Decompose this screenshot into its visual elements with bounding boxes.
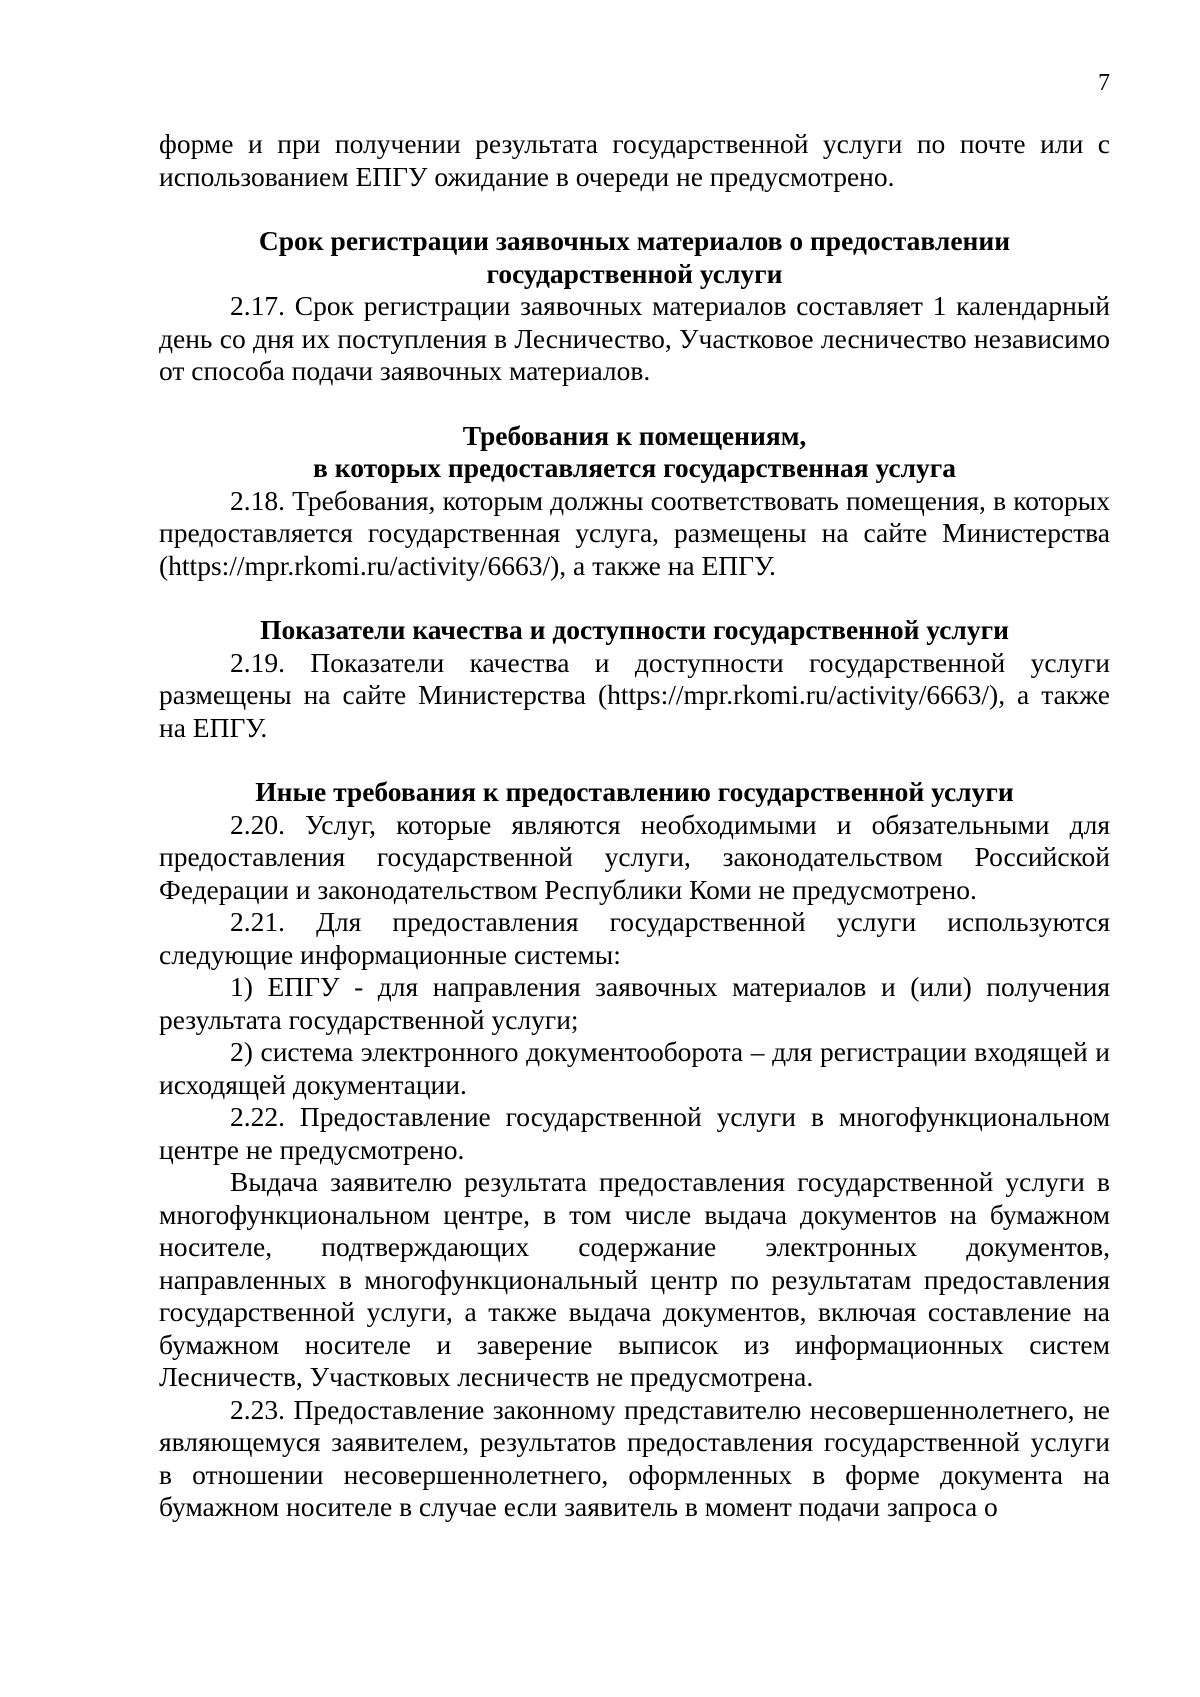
list-item-epgu: 1) ЕПГУ - для направления заявочных материалов и (или) получения результата государственной услуги; xyxy=(159,971,1110,1035)
section-heading-registration-line1: Срок регистрации заявочных материалов о предоставлении xyxy=(258,225,1011,256)
spacer xyxy=(159,582,1110,614)
spacer xyxy=(159,388,1110,420)
paragraph-2-20: 2.20. Услуг, которые являются необходимыми и обязательными для предоставления государственной услуги, законодательством Российской Федерации и законодательством Республики Коми не предусмотрено. xyxy=(159,808,1110,905)
page-number: 7 xyxy=(1098,70,1110,96)
paragraph-2-17: 2.17. Срок регистрации заявочных материалов составляет 1 календарный день со дня их поступления в Лесничество, Участковое лесничество независимо от способа подачи заявочных материалов. xyxy=(159,290,1110,386)
section-heading-registration-line2: государственной услуги xyxy=(486,257,783,289)
paragraph-2-23: 2.23. Предоставление законному представителю несовершеннолетнего, не являющемуся заявителем, результатов предоставления государственной услуги в отношении несовершеннолетнего, оформленных в форме документа на бумажном носителе в случае если заявитель в момент подачи запроса о xyxy=(159,1393,1110,1522)
spacer xyxy=(159,193,1110,225)
section-heading-premises-line2: в которых предоставляется государственная услуга xyxy=(313,452,956,483)
spacer xyxy=(159,744,1110,776)
document-body xyxy=(159,128,1110,1524)
section-heading-quality: Показатели качества и доступности государственной услуги xyxy=(260,614,1009,645)
list-item-edms: 2) система электронного документооборота – для регистрации входящей и исходящей документации. xyxy=(159,1036,1110,1100)
paragraph-2-19: 2.19. Показатели качества и доступности государственной услуги размещены на сайте Министерства (https://mpr.rkomi.ru/activity/6663/), а также на ЕПГУ. xyxy=(159,646,1110,743)
paragraph-2-22: 2.22. Предоставление государственной услуги в многофункциональном центре не предусмотрено. xyxy=(159,1101,1110,1165)
paragraph-2-22-issuance: Выдача заявителю результата предоставления государственной услуги в многофункциональном центре, в том числе выдача документов на бумажном носителе, подтверждающих содержание электронных документов, направленных в многофункциональный центр по результатам предоставления государственной услуги, а также выдача документов, включая составление на бумажном носителе и заверение выписок из информационных систем Лесничеств, Участковых лесничеств не предусмотрена. xyxy=(159,1166,1110,1392)
section-heading-other-requirements: Иные требования к предоставлению государственной услуги xyxy=(255,776,1014,807)
paragraph-2-18: 2.18. Требования, которым должны соответствовать помещения, в которых предоставляется государственная услуга, размещены на сайте Министерства (https://mpr.rkomi.ru/activity/6663/), а также на ЕПГУ. xyxy=(159,484,1110,581)
paragraph-continuation: форме и при получении результата государственной услуги по почте или с использованием ЕПГУ ожидание в очереди не предусмотрено. xyxy=(159,128,1110,192)
section-heading-premises-line1: Требования к помещениям, xyxy=(462,419,807,451)
paragraph-2-21: 2.21. Для предоставления государственной услуги используются следующие информационные системы: xyxy=(159,906,1110,970)
